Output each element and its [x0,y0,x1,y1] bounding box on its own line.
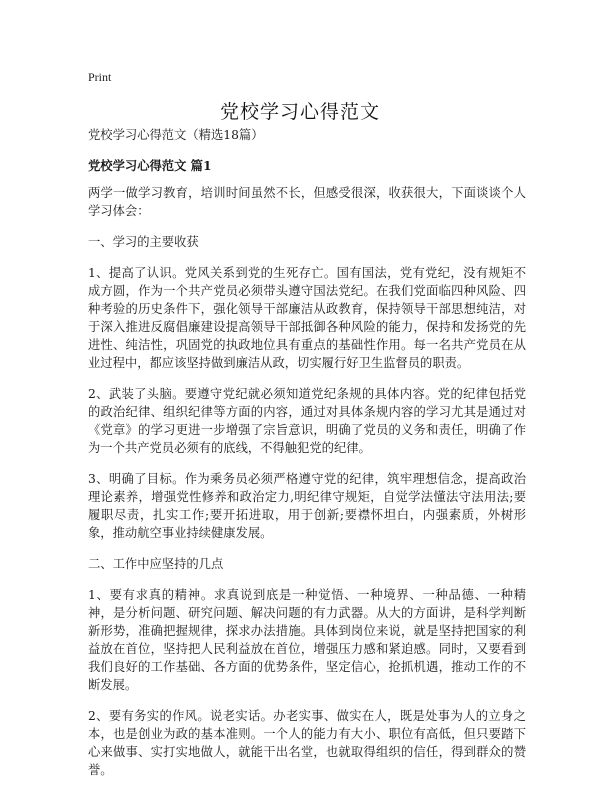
paragraph-arm-mind: 2、武装了头脑。要遵守党纪就必须知道党纪条规的具体内容。党的纪律包括党的政治纪律、组织纪律等方面的内容，通过对具体条规内容的学习尤其是通过对《党章》的学习更进一步增强了宗旨意识，明确了党员的义务和责任，明确了作为一个共产党员必须有的底线，不得触犯党的纪律。 [88,387,526,455]
paragraph-clarify-goals: 3、明确了目标。作为乘务员必须严格遵守党的纪律，筑牢理想信念，提高政治理论素养，增强党性修养和政治定力,明纪律守规矩，自觉学法懂法守法用法;要履职尽责，扎实工作;要开拓进取，用于创新;要襟怀坦白，内强素质，外树形象，推动航空事业持续健康发展。 [88,472,526,540]
document-body [88,126,526,792]
document-subtitle: 党校学习心得范文（精选18篇） [88,128,264,142]
paragraph-raise-awareness: 1、提高了认识。党风关系到党的生死存亡。国有国法，党有党纪，没有规矩不成方圆，作为一个共产党员必须带头遵守国法党纪。在我们党面临四种风险、四种考验的历史条件下，强化领导干部廉洁从政教育，保持领导干部思想纯洁，对于深入推进反腐倡廉建设提高领导干部抵御各种风险的能力，保持和发扬党的先进性、纯洁性，巩固党的执政地位具有重点的基础性作用。每一名共产党员在从业过程中，都应该坚持做到廉洁从政，切实履行好卫生监督员的职责。 [88,266,526,370]
heading-main-gains: 一、学习的主要收获 [88,235,199,249]
page-title: 党校学习心得范文 [219,101,380,123]
paragraph-seek-truth: 1、要有求真的精神。求真说到底是一种觉悟、一种境界、一种品德、一种精神，是分析问题、研究问题、解决问题的有力武器。从大的方面讲，是科学判断新形势，准确把握规律，探求办法措施。具体到岗位来说，就是坚持把国家的利益放在首位，坚持把人民利益放在首位，增强压力感和紧迫感。同时，又要看到我们良好的工作基础、各方面的优势条件，坚定信心，抢抓机遇，推动工作的不断发展。 [88,588,526,692]
intro-paragraph: 两学一做学习教育，培训时间虽然不长，但感受很深，收获很大，下面谈谈个人学习体会： [88,186,526,218]
paragraph-practical-style: 2、要有务实的作风。说老实话。办老实事、做实在人，既是处事为人的立身之本，也是创业为政的基本准则。一个人的能力有大小、职位有高低，但只要踏下心来做事、实打实地做人，就能干出名堂，也就取得组织的信任，得到群众的赞誉。 [88,709,526,777]
section-title: 党校学习心得范文 篇1 [88,158,212,173]
print-label: Print [88,70,112,84]
heading-work-principles: 二、工作中应坚持的几点 [88,557,224,571]
